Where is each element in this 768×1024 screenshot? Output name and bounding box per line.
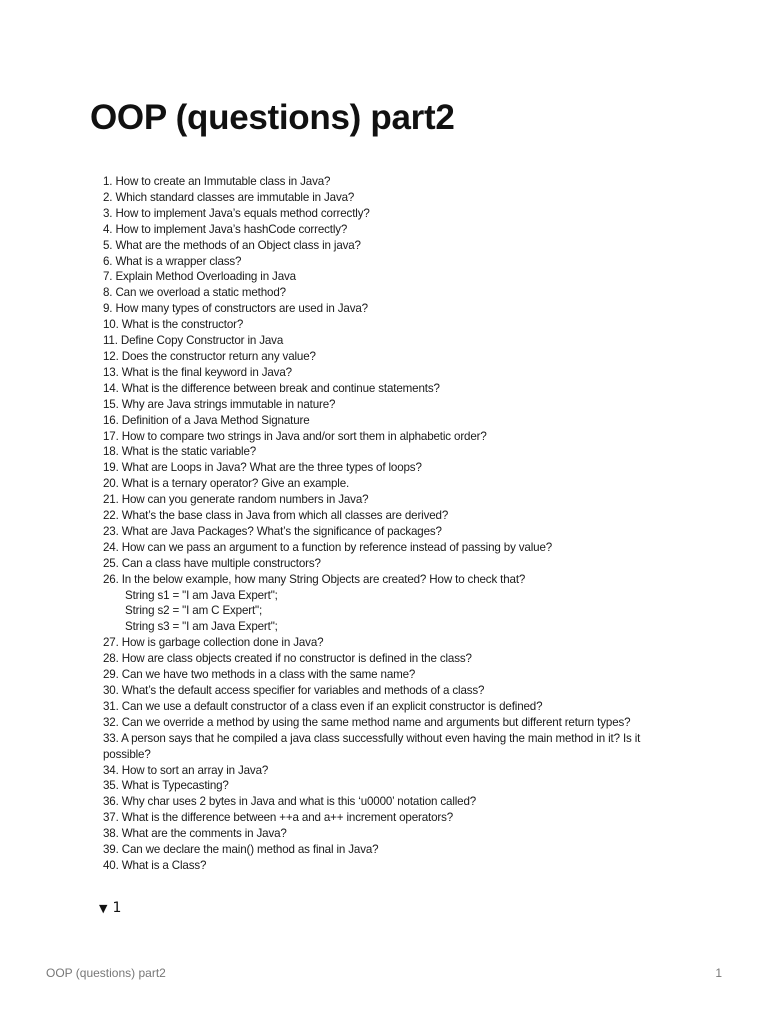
collapse-toggle[interactable] bbox=[99, 900, 121, 916]
question-item: 26. In the below example, how many String Objects are created? How to check that? bbox=[103, 572, 526, 586]
code-line: String s2 = "I am C Expert"; bbox=[125, 604, 263, 618]
page-title: OOP (questions) part2 bbox=[90, 98, 455, 137]
question-item: 2. Which standard classes are immutable in Java? bbox=[103, 190, 355, 204]
question-item: 20. What is a ternary operator? Give an example. bbox=[103, 477, 350, 491]
question-item: 35. What is Typecasting? bbox=[103, 779, 229, 793]
question-item: 4. How to implement Java’s hashCode correctly? bbox=[103, 222, 348, 236]
question-item: 24. How can we pass an argument to a function by reference instead of passing by value? bbox=[103, 540, 553, 554]
question-item: 3. How to implement Java’s equals method correctly? bbox=[103, 206, 370, 220]
footer-title: OOP (questions) part2 bbox=[46, 966, 166, 980]
question-item: 10. What is the constructor? bbox=[103, 318, 244, 332]
code-line: String s3 = "I am Java Expert"; bbox=[125, 620, 278, 634]
questions-list bbox=[103, 174, 678, 874]
question-item: 29. Can we have two methods in a class with the same name? bbox=[103, 668, 416, 682]
question-item: 27. How is garbage collection done in Java? bbox=[103, 636, 324, 650]
question-item: 31. Can we use a default constructor of a class even if an explicit constructor is defined? bbox=[103, 699, 543, 713]
page-number: 1 bbox=[715, 966, 722, 980]
question-item: 34. How to sort an array in Java? bbox=[103, 763, 269, 777]
question-item: 36. Why char uses 2 bytes in Java and what is this ‘u0000’ notation called? bbox=[103, 795, 477, 809]
question-item: 39. Can we declare the main() method as final in Java? bbox=[103, 843, 379, 857]
question-item: 12. Does the constructor return any value? bbox=[103, 349, 316, 363]
question-item: 16. Definition of a Java Method Signature bbox=[103, 413, 310, 427]
question-item: 22. What’s the base class in Java from which all classes are derived? bbox=[103, 509, 449, 523]
question-item: 15. Why are Java strings immutable in nature? bbox=[103, 397, 336, 411]
question-item: 1. How to create an Immutable class in Java? bbox=[103, 175, 331, 188]
question-item: 38. What are the comments in Java? bbox=[103, 827, 287, 841]
question-item: 11. Define Copy Constructor in Java bbox=[103, 334, 284, 348]
question-item: 19. What are Loops in Java? What are the three types of loops? bbox=[103, 461, 422, 475]
question-item: 30. What’s the default access specifier for variables and methods of a class? bbox=[103, 684, 485, 697]
question-item: 8. Can we overload a static method? bbox=[103, 286, 286, 300]
question-item: 6. What is a wrapper class? bbox=[103, 254, 242, 268]
question-item: 40. What is a Class? bbox=[103, 858, 207, 872]
question-item: 25. Can a class have multiple constructors? bbox=[103, 556, 321, 570]
question-item: 37. What is the difference between ++a and a++ increment operators? bbox=[103, 811, 454, 825]
question-item: 21. How can you generate random numbers in Java? bbox=[103, 493, 369, 507]
question-item: 14. What is the difference between break and continue statements? bbox=[103, 381, 440, 395]
code-line: String s1 = "I am Java Expert"; bbox=[125, 588, 278, 602]
question-item: 33. A person says that he compiled a java class successfully without even having the main method in it? Is it possible? bbox=[103, 731, 641, 761]
question-item: 18. What is the static variable? bbox=[103, 445, 257, 459]
triangle-down-icon: ▼ bbox=[99, 902, 108, 915]
question-item: 23. What are Java Packages? What’s the significance of packages? bbox=[103, 524, 442, 538]
question-item: 17. How to compare two strings in Java and/or sort them in alphabetic order? bbox=[103, 429, 487, 443]
question-item: 7. Explain Method Overloading in Java bbox=[103, 270, 296, 284]
toggle-label: 1 bbox=[112, 900, 122, 916]
code-block bbox=[103, 588, 678, 636]
question-item: 5. What are the methods of an Object class in java? bbox=[103, 238, 361, 252]
question-item: 28. How are class objects created if no constructor is defined in the class? bbox=[103, 652, 472, 666]
question-item: 13. What is the final keyword in Java? bbox=[103, 365, 292, 379]
question-item: 9. How many types of constructors are used in Java? bbox=[103, 302, 368, 316]
page-footer bbox=[46, 966, 722, 980]
question-item: 32. Can we override a method by using the same method name and arguments but different return types? bbox=[103, 715, 631, 729]
